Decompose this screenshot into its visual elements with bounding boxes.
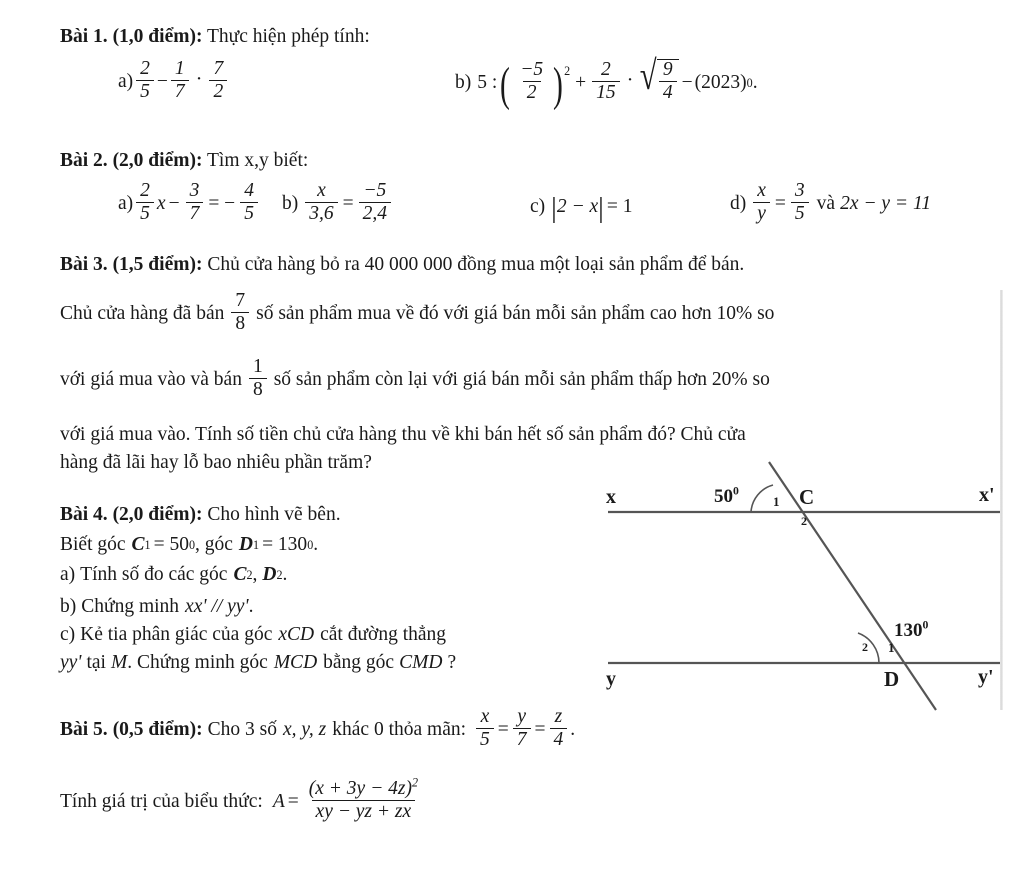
bai1-a-label: a) xyxy=(118,70,134,92)
diagram-angle-C-value: $50^0$ xyxy=(714,484,739,507)
equals-sign: = xyxy=(774,192,786,214)
bai3-line-3 xyxy=(60,358,770,402)
right-paren: ) xyxy=(553,57,564,111)
angle-C2-symbol: C xyxy=(233,564,247,585)
A-numerator: $(x + 3y - 4z)^2$ xyxy=(308,775,418,799)
transversal-line xyxy=(769,462,936,710)
fraction-2-5: $\frac{2}{5}$ xyxy=(136,59,154,103)
bai3-points: (1,5 điểm): xyxy=(112,254,203,275)
bai4-c-text-4: . Chứng minh góc xyxy=(127,652,268,673)
minus-operator: − xyxy=(168,192,180,214)
fraction-neg5-2point4: $\frac{-5}{2,4}$ xyxy=(359,181,391,225)
fraction-A-formula xyxy=(305,775,422,823)
equals-sign: = xyxy=(497,718,509,740)
minus-operator: − xyxy=(681,71,693,93)
bai2-heading xyxy=(60,148,308,174)
bai3-title: Bài 3. xyxy=(60,254,108,275)
bai1-heading xyxy=(60,24,370,50)
variable-x: x xyxy=(156,192,166,214)
bai4-part-b xyxy=(60,594,253,620)
equals-negative: = − xyxy=(208,192,236,214)
bai4-a-text: Tính số đo các góc xyxy=(80,564,228,585)
angle-D2-symbol: D xyxy=(262,564,277,585)
fraction-7-2: $\frac{7}{2}$ xyxy=(209,59,227,103)
angle-CMD: CMD xyxy=(399,652,443,673)
bai4-c-text-1: Kẻ tia phân giác của góc xyxy=(80,624,273,645)
fraction-7-8: $\frac{7}{8}$ xyxy=(231,291,249,335)
bai2-points: (2,0 điểm): xyxy=(112,150,203,171)
bai4-points: (2,0 điểm): xyxy=(112,504,203,525)
bai1-part-a xyxy=(118,60,230,104)
angle-D-value: = 130 xyxy=(262,534,308,555)
point-M: M xyxy=(110,652,128,673)
bai2-b-label: b) xyxy=(282,192,299,214)
diagram-angle-D-value: $130^0$ xyxy=(894,618,929,641)
period: . xyxy=(248,596,254,617)
fraction-2-5: $\frac{2}{5}$ xyxy=(136,181,154,225)
bai2-part-c xyxy=(530,192,633,224)
fraction-1-8: $\frac{1}{8}$ xyxy=(249,357,267,401)
conjunction-va: và xyxy=(816,192,836,214)
bai1-b-label: b) xyxy=(455,71,472,93)
fraction-x-3point6: $\frac{x}{3,6}$ xyxy=(305,181,337,225)
diagram-mark-C2: 2 xyxy=(801,514,807,528)
bai2-title: Bài 2. xyxy=(60,150,108,171)
bai5-line2-pre: Tính giá trị của biểu thức: xyxy=(60,790,263,812)
bai1-part-b: b) 5 : ( $\frac{-5}{2}$ ) 2 + $\frac{2}{15}$ · √ $\frac{9}{4}$ − (2023) 0 . xyxy=(455,53,758,111)
bai2-part-b xyxy=(282,182,394,226)
bai3-line3-pre: với giá mua vào và bán xyxy=(60,368,242,390)
radical-sign: √ xyxy=(640,53,658,98)
fraction-4-5: $\frac{4}{5}$ xyxy=(240,181,258,225)
period: . xyxy=(313,534,319,555)
bai4-part-a: a) Tính số đo các góc C 2 , D 2 . xyxy=(60,562,287,588)
bai3-line-2 xyxy=(60,292,774,336)
question-mark: ? xyxy=(447,652,457,673)
expression-A: A xyxy=(272,790,285,812)
bai4-heading xyxy=(60,502,341,528)
bai4-part-c-line1 xyxy=(60,622,446,648)
bai2-c-label: c) xyxy=(530,196,546,217)
bai4-c-text-3: tại xyxy=(86,652,106,673)
diagram-label-x: x xyxy=(606,486,616,508)
bai3-text-line1: Chủ cửa hàng bỏ ra 40 000 000 đồng mua một loại sản phẩm để bán. xyxy=(207,254,745,275)
geometry-diagram xyxy=(596,452,1020,714)
bai3-line2-post: số sản phẩm mua về đó với giá bán mỗi sản phẩm cao hơn 10% so xyxy=(256,302,775,324)
base-2023: (2023) xyxy=(694,71,747,93)
angle-arc-C1 xyxy=(751,485,773,512)
bai2-d-label: d) xyxy=(730,192,747,214)
bai4-given-mid: , góc xyxy=(195,534,233,555)
period: . xyxy=(752,71,758,93)
multiply-dot: · xyxy=(195,68,203,91)
bai4-given: Biết góc C 1 = 50 0 , góc D 1 = 130 0 . xyxy=(60,532,318,558)
bai5-expression-line xyxy=(60,775,425,824)
bai4-c-text-5: bằng góc xyxy=(323,652,395,673)
bai3-line-4: với giá mua vào. Tính số tiền chủ cửa hàng thu về khi bán hết số sản phẩm đó? Chủ cửa xyxy=(60,424,746,445)
equals-one: = 1 xyxy=(606,196,633,217)
bai4-part-c-line2 xyxy=(60,650,456,676)
bai5-prompt-pre: Cho 3 số xyxy=(207,718,277,740)
bai1-title: Bài 1. xyxy=(60,26,108,47)
minus-operator: − xyxy=(156,70,168,92)
bai5-points: (0,5 điểm): xyxy=(112,718,203,740)
bai4-a-label: a) xyxy=(60,564,76,585)
bai1-prompt: Thực hiện phép tính: xyxy=(207,26,370,47)
equation-2x-y-11: 2x − y = 11 xyxy=(840,192,931,214)
bai3-line2-pre: Chủ cửa hàng đã bán xyxy=(60,302,225,324)
diagram-point-D: D xyxy=(884,667,900,691)
equals-sign: = xyxy=(287,790,299,812)
parallel-statement: xx' // yy' xyxy=(185,596,249,617)
diagram-point-C: C xyxy=(799,485,815,509)
fraction-neg5-2: $\frac{-5}{2}$ xyxy=(520,59,544,104)
angle-C-symbol: C xyxy=(131,534,145,555)
abs-expression: 2 − x xyxy=(556,196,599,217)
angle-D-symbol: D xyxy=(238,534,254,555)
period: . xyxy=(570,718,576,740)
bai5-title: Bài 5. xyxy=(60,718,108,740)
bai5-prompt-post: khác 0 thỏa mãn: xyxy=(332,718,467,740)
sqrt-9-4: √ $\frac{9}{4}$ xyxy=(637,59,678,105)
diagram-label-x-prime: x' xyxy=(979,484,995,506)
diagram-mark-D1: 1 xyxy=(888,640,895,655)
fraction-x-y: $\frac{x}{y}$ xyxy=(753,181,770,225)
diagram-mark-C1: 1 xyxy=(773,494,780,509)
bai1-b-lead: 5 : xyxy=(477,71,498,93)
plus-operator: + xyxy=(575,71,587,93)
bai2-a-label: a) xyxy=(118,192,134,214)
bai4-c-label: c) xyxy=(60,624,76,645)
abs-bar-left: | xyxy=(551,192,557,224)
line-yy-prime: yy' xyxy=(60,652,82,673)
bai4-title: Bài 4. xyxy=(60,504,108,525)
multiply-dot: · xyxy=(626,69,634,92)
angle-MCD: MCD xyxy=(273,652,318,673)
equals-sign: = xyxy=(342,192,354,214)
fraction-1-7: $\frac{1}{7}$ xyxy=(171,59,189,103)
diagram-label-y-prime: y' xyxy=(978,666,994,688)
fraction-3-7: $\frac{3}{7}$ xyxy=(186,181,204,225)
bai4-given-pre: Biết góc xyxy=(60,534,126,555)
angle-C-value: = 50 xyxy=(153,534,189,555)
bai3-line-5: hàng đã lãi hay lỗ bao nhiêu phần trăm? xyxy=(60,452,372,473)
left-paren: ( xyxy=(500,57,511,111)
diagram-mark-D2: 2 xyxy=(862,640,868,654)
bai2-part-a xyxy=(118,182,261,226)
bai4-b-text: Chứng minh xyxy=(81,596,180,617)
bai2-prompt: Tìm x,y biết: xyxy=(207,150,309,171)
bai3-line-1 xyxy=(60,252,1012,278)
diagram-label-y: y xyxy=(606,668,616,690)
fraction-x-5: $\frac{x}{5}$ xyxy=(476,707,494,751)
fraction-2-15: $\frac{2}{15}$ xyxy=(592,60,620,104)
period: . xyxy=(282,564,288,585)
bai2-part-d xyxy=(730,182,931,226)
bai4-b-label: b) xyxy=(60,596,77,617)
fraction-y-7: $\frac{y}{7}$ xyxy=(513,707,531,751)
bai4-prompt: Cho hình vẽ bên. xyxy=(207,504,341,525)
bai5-variables: x, y, z xyxy=(282,718,327,740)
A-denominator: xy − yz + zx xyxy=(312,800,416,822)
fraction-3-5: $\frac{3}{5}$ xyxy=(791,181,809,225)
bai5-heading xyxy=(60,708,575,752)
equals-sign: = xyxy=(534,718,546,740)
bai1-points: (1,0 điểm): xyxy=(112,26,203,47)
angle-xCD: xCD xyxy=(278,624,315,645)
comma: , xyxy=(252,564,258,585)
fraction-z-4: $\frac{z}{4}$ xyxy=(550,707,568,751)
bai4-c-text-2: cắt đường thẳng xyxy=(320,624,447,645)
bai3-line3-post: số sản phẩm còn lại với giá bán mỗi sản phẩm thấp hơn 20% so xyxy=(273,368,770,390)
abs-bar-right: | xyxy=(598,192,604,224)
